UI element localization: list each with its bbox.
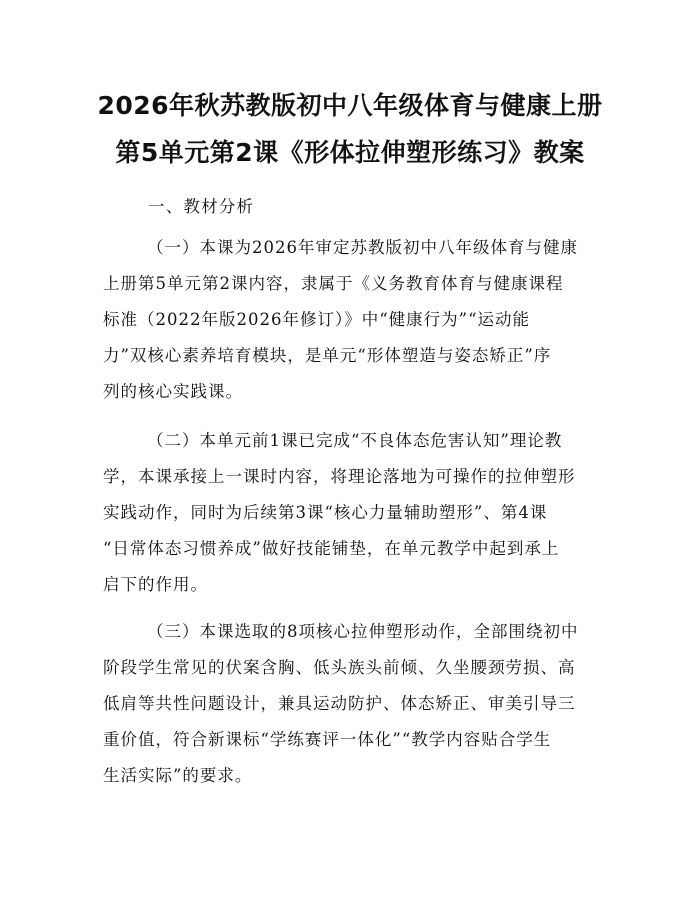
paragraph-line: 标准（2022年版2026年修订）》中“健康行为”“运动能 xyxy=(103,310,531,329)
paragraph-line: 学，本课承接上一课时内容，将理论落地为可操作的拉伸塑形 xyxy=(103,467,576,486)
paragraph-1 xyxy=(103,230,603,410)
paragraph-line: “日常体态习惯养成”做好技能铺垫，在单元教学中起到承上 xyxy=(103,539,560,558)
document-title-line-1: 2026年秋苏教版初中八年级体育与健康上册 xyxy=(97,91,603,120)
paragraph-line: （一）本课为2026年审定苏教版初中八年级体育与健康 xyxy=(147,238,578,257)
paragraph-line: （二）本单元前1课已完成“不良体态危害认知”理论教 xyxy=(147,431,563,450)
paragraph-2 xyxy=(103,423,603,603)
paragraph-line: 重价值，符合新课标“学练赛评一体化”“教学内容贴合学生 xyxy=(103,730,552,749)
paragraph-line: 实践动作，同时为后续第3课“核心力量辅助塑形”、第4课 xyxy=(103,503,548,522)
paragraph-line: 阶段学生常见的伏案含胸、低头族头前倾、久坐腰颈劳损、高 xyxy=(103,658,576,677)
document-title-line-2: 第5单元第2课《形体拉伸塑形练习》教案 xyxy=(115,138,585,167)
paragraph-line: 列的核心实践课。 xyxy=(103,382,243,401)
paragraph-line: 生活实际”的要求。 xyxy=(103,766,253,785)
paragraph-line: 低肩等共性问题设计，兼具运动防护、体态矫正、审美引导三 xyxy=(103,694,576,713)
paragraph-3 xyxy=(103,614,603,794)
paragraph-line: 力”双核心素养培育模块，是单元“形体塑造与姿态矫正”序 xyxy=(103,346,552,365)
section-heading-teaching-material-analysis: 一、教材分析 xyxy=(148,197,255,216)
paragraph-line: 启下的作用。 xyxy=(103,575,208,594)
paragraph-line: （三）本课选取的8项核心拉伸塑形动作，全部围绕初中 xyxy=(147,622,579,641)
paragraph-line: 上册第5单元第2课内容，隶属于《义务教育体育与健康课程 xyxy=(103,274,564,293)
